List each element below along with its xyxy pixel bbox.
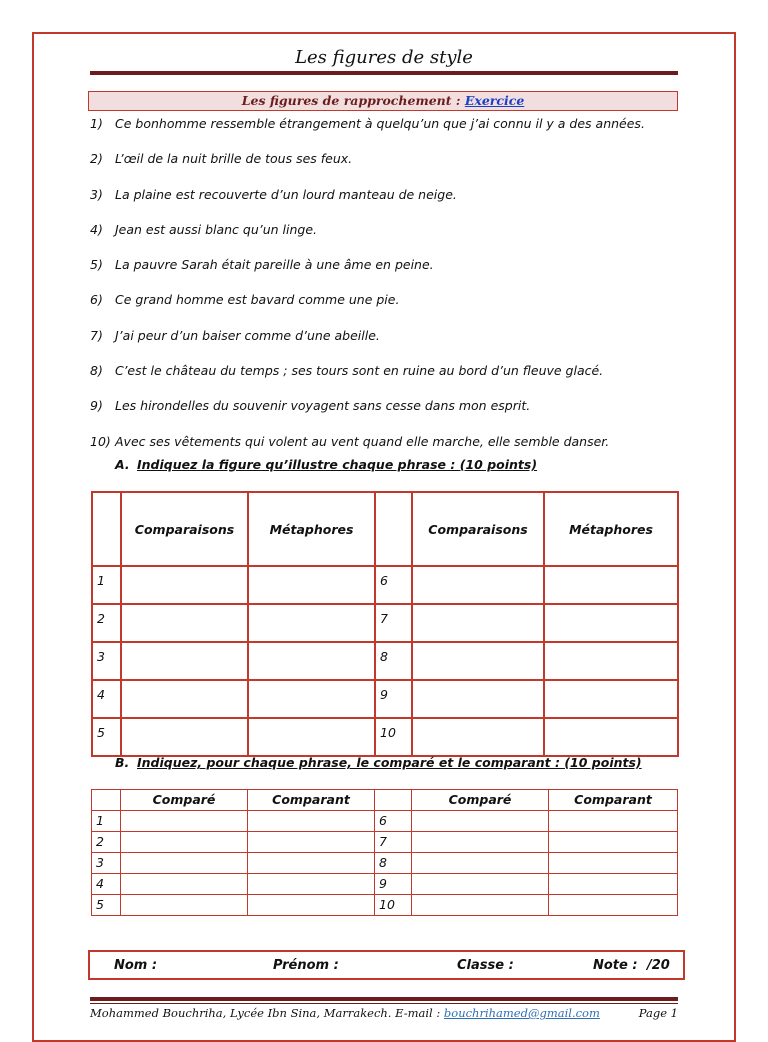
sentence-number: 4): [90, 221, 103, 237]
row-number: 6: [375, 811, 412, 832]
answer-cell[interactable]: [248, 604, 375, 642]
answer-cell[interactable]: [412, 642, 544, 680]
sentence-item: [90, 397, 680, 432]
answer-cell[interactable]: [412, 832, 549, 853]
instruction-a: [115, 457, 537, 472]
section-label: Les figures de rapprochement :: [241, 93, 461, 108]
row-number: 3: [92, 853, 121, 874]
table-row: [92, 566, 678, 604]
table-row: [92, 874, 678, 895]
sentence-number: 1): [90, 116, 103, 131]
row-number: 10: [375, 718, 412, 756]
sentence-item: [90, 221, 680, 256]
answer-cell[interactable]: [121, 874, 248, 895]
sentence-number: 6): [90, 292, 103, 308]
sentence-text: J’ai peur d’un baiser comme d’une abeille.: [115, 327, 380, 343]
row-number: 1: [92, 811, 121, 832]
instruction-a-letter: A.: [115, 457, 130, 472]
answer-cell[interactable]: [412, 718, 544, 756]
footer-email-link[interactable]: bouchrihamed@gmail.com: [443, 1006, 600, 1020]
sentence-item: [90, 362, 680, 397]
instruction-b-text: Indiquez, pour chaque phrase, le comparé et le comparant : (10 points): [137, 755, 642, 770]
prenom-label: Prénom :: [273, 958, 339, 973]
sentence-number: 3): [90, 186, 103, 202]
sentence-text: C’est le château du temps ; ses tours sont en ruine au bord d’un fleuve glacé.: [115, 363, 604, 379]
answer-cell[interactable]: [549, 895, 678, 916]
answer-cell[interactable]: [248, 853, 375, 874]
note-label: Note :: [593, 958, 638, 973]
footer: [90, 1006, 678, 1020]
header-cell-empty: [375, 790, 412, 811]
answer-cell[interactable]: [121, 680, 248, 718]
row-number: 8: [375, 853, 412, 874]
answer-cell[interactable]: [544, 566, 678, 604]
row-number: 4: [92, 874, 121, 895]
answer-cell[interactable]: [412, 680, 544, 718]
exercice-link[interactable]: Exercice: [464, 93, 525, 108]
student-info-box: [88, 950, 685, 980]
header-comparant: Comparant: [248, 790, 375, 811]
title-rule: [90, 71, 678, 75]
answer-cell[interactable]: [412, 566, 544, 604]
sentence-number: 7): [90, 327, 103, 343]
answer-cell[interactable]: [248, 566, 375, 604]
row-number: 2: [92, 604, 121, 642]
table-figures: [91, 491, 679, 757]
answer-cell[interactable]: [412, 874, 549, 895]
answer-cell[interactable]: [248, 811, 375, 832]
table-row: [92, 642, 678, 680]
answer-cell[interactable]: [549, 832, 678, 853]
instruction-b-letter: B.: [115, 755, 130, 770]
row-number: 5: [92, 718, 121, 756]
table-compare: [91, 789, 678, 916]
sentence-text: Ce grand homme est bavard comme une pie.: [115, 292, 400, 308]
sentence-number: 8): [90, 363, 103, 379]
row-number: 6: [375, 566, 412, 604]
footer-rule-thin: [90, 1003, 678, 1004]
table-a-header: [92, 492, 678, 566]
sentence-item: [90, 150, 680, 185]
table-row: [92, 895, 678, 916]
answer-cell[interactable]: [121, 566, 248, 604]
header-compare: Comparé: [412, 790, 549, 811]
sentence-text: La plaine est recouverte d’un lourd manteau de neige.: [115, 186, 457, 202]
footer-author: Mohammed Bouchriha, Lycée Ibn Sina, Marrakech. E-mail :: [90, 1006, 441, 1020]
row-number: 10: [375, 895, 412, 916]
row-number: 5: [92, 895, 121, 916]
sentence-item: [90, 327, 680, 362]
nom-label: Nom :: [114, 958, 158, 973]
instruction-a-text: Indiquez la figure qu’illustre chaque phrase : (10 points): [137, 457, 538, 472]
answer-cell[interactable]: [248, 832, 375, 853]
row-number: 3: [92, 642, 121, 680]
answer-cell[interactable]: [121, 811, 248, 832]
sentence-item: [90, 186, 680, 221]
sentence-text: Jean est aussi blanc qu’un linge.: [115, 221, 318, 237]
answer-cell[interactable]: [549, 874, 678, 895]
header-comparant: Comparant: [549, 790, 678, 811]
header-cell-empty: [92, 790, 121, 811]
sentence-item: [90, 291, 680, 326]
table-row: [92, 718, 678, 756]
sentence-item: [90, 256, 680, 291]
classe-label: Classe :: [457, 958, 514, 973]
section-heading: [88, 91, 678, 111]
answer-cell[interactable]: [248, 718, 375, 756]
row-number: 1: [92, 566, 121, 604]
answer-cell[interactable]: [248, 642, 375, 680]
header-cell-empty: [375, 492, 412, 566]
answer-cell[interactable]: [412, 895, 549, 916]
row-number: 9: [375, 680, 412, 718]
answer-cell[interactable]: [412, 811, 549, 832]
header-comparaisons: Comparaisons: [412, 492, 544, 566]
answer-cell[interactable]: [248, 874, 375, 895]
answer-cell[interactable]: [412, 853, 549, 874]
answer-cell[interactable]: [544, 718, 678, 756]
page-number: Page 1: [638, 1006, 678, 1020]
table-row: [92, 832, 678, 853]
answer-cell[interactable]: [544, 642, 678, 680]
table-b-header: [92, 790, 678, 811]
header-metaphores: Métaphores: [544, 492, 678, 566]
sentence-number: 5): [90, 257, 103, 273]
sentence-text: L’œil de la nuit brille de tous ses feux.: [115, 151, 353, 167]
answer-cell[interactable]: [121, 832, 248, 853]
table-row: [92, 680, 678, 718]
answer-cell[interactable]: [549, 811, 678, 832]
sentence-text: Avec ses vêtements qui volent au vent quand elle marche, elle semble danser.: [115, 433, 610, 449]
header-metaphores: Métaphores: [248, 492, 375, 566]
sentence-number: 9): [90, 398, 103, 414]
header-cell-empty: [92, 492, 121, 566]
answer-cell[interactable]: [121, 604, 248, 642]
answer-cell[interactable]: [544, 604, 678, 642]
row-number: 4: [92, 680, 121, 718]
answer-cell[interactable]: [549, 853, 678, 874]
note-score: /20: [647, 958, 670, 973]
row-number: 7: [375, 604, 412, 642]
sentence-number: 2): [90, 151, 103, 167]
footer-rule: [90, 997, 678, 1001]
table-row: [92, 811, 678, 832]
answer-cell[interactable]: [121, 718, 248, 756]
answer-cell[interactable]: [121, 642, 248, 680]
sentence-list: [90, 115, 680, 468]
header-compare: Comparé: [121, 790, 248, 811]
answer-cell[interactable]: [121, 895, 248, 916]
header-comparaisons: Comparaisons: [121, 492, 248, 566]
sentence-text: Les hirondelles du souvenir voyagent sans cesse dans mon esprit.: [115, 398, 531, 414]
instruction-b: [115, 755, 642, 770]
answer-cell[interactable]: [121, 853, 248, 874]
table-row: [92, 604, 678, 642]
row-number: 8: [375, 642, 412, 680]
sentence-text: La pauvre Sarah était pareille à une âme en peine.: [115, 257, 434, 273]
row-number: 9: [375, 874, 412, 895]
answer-cell[interactable]: [412, 604, 544, 642]
row-number: 7: [375, 832, 412, 853]
row-number: 2: [92, 832, 121, 853]
table-row: [92, 853, 678, 874]
sentence-item: [90, 115, 680, 150]
sentence-number: 10): [90, 433, 111, 449]
sentence-text: Ce bonhomme ressemble étrangement à quelqu’un que j’ai connu il y a des années.: [115, 116, 645, 131]
answer-cell[interactable]: [248, 895, 375, 916]
answer-cell[interactable]: [544, 680, 678, 718]
page-title: Les figures de style: [295, 47, 473, 68]
answer-cell[interactable]: [248, 680, 375, 718]
